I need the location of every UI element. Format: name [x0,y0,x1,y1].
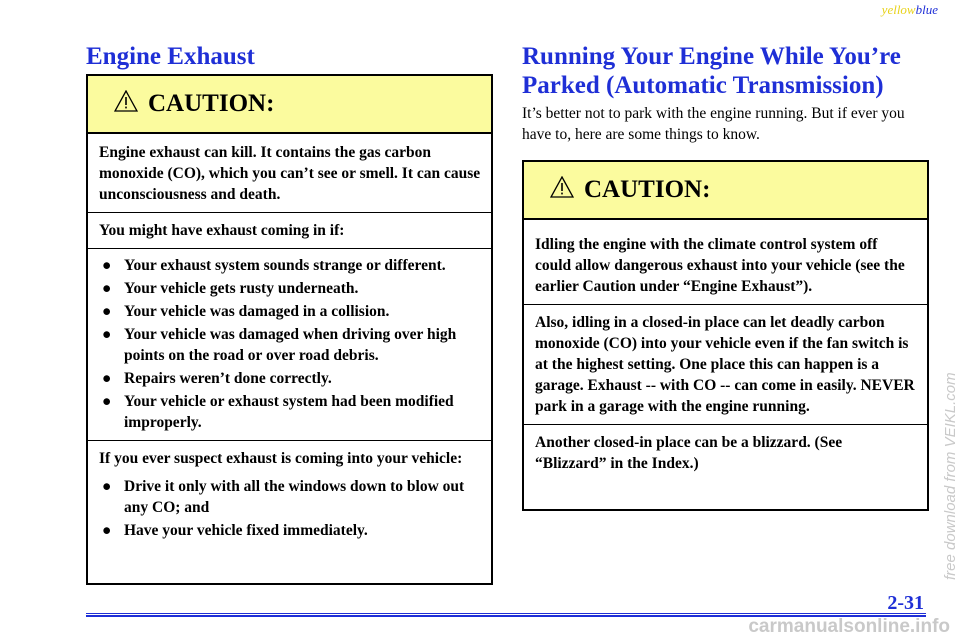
caution-paragraph: You might have exhaust coming in if: [99,222,345,239]
list-item-text: Your vehicle was damaged when driving over high points on the road or over road debris. [124,326,457,364]
caution-box-engine-exhaust [86,74,493,585]
list-item-text: Your exhaust system sounds strange or different. [124,257,446,274]
divider [88,248,491,249]
caution-header [88,76,491,134]
caution-paragraph: Also, idling in a closed-in place can let deadly carbon monoxide (CO) into your vehicle even if the fan switch is at the highest setting. One place this can happen is a garage. Exhaust -- with CO -- can come in easily. NEVER park in a garage with the engine running. [535,314,915,415]
bullet-icon: ● [102,370,112,387]
bullet-icon: ● [102,478,112,495]
section-title-running-engine-parked: Running Your Engine While You’re Parked (Automatic Transmission) [522,43,901,99]
watermark-veikl: free download from VEIKL.com [942,372,959,580]
list-item-text: Drive it only with all the windows down to blow out any CO; and [124,478,465,516]
list-item-text: Repairs weren’t done correctly. [124,370,332,387]
watermark-carmanualsonline: carmanualsonline.info [748,616,950,637]
list-item [99,278,481,299]
list-item [99,255,481,276]
warning-triangle-icon [114,90,138,112]
color-tag-blue: blue [915,2,938,17]
bullet-icon: ● [102,393,112,410]
warning-triangle-icon [550,176,574,198]
bullet-icon: ● [102,522,112,539]
caution-label: CAUTION: [148,90,275,117]
list-item-text: Your vehicle gets rusty underneath. [124,280,359,297]
color-tag [882,2,938,18]
list-item-text: Your vehicle was damaged in a collision. [124,303,390,320]
bullet-icon: ● [102,280,112,297]
caution-paragraph: If you ever suspect exhaust is coming into your vehicle: [99,450,463,467]
list-item [99,391,481,433]
bullet-icon: ● [102,257,112,274]
footer-rule [86,613,926,614]
list-item [99,476,481,518]
caution-label: CAUTION: [584,176,711,203]
list-item [99,301,481,322]
list-item-text: Have your vehicle fixed immediately. [124,522,368,539]
divider [88,212,491,213]
caution-body [88,134,491,541]
caution-paragraph: Engine exhaust can kill. It contains the gas carbon monoxide (CO), which you can’t see or smell. It can cause unconsciousness and death. [99,144,481,203]
caution-header [524,162,927,220]
divider [524,304,927,305]
divider [524,424,927,425]
list-item [99,368,481,389]
caution-paragraph: Idling the engine with the climate control system off could allow dangerous exhaust into your vehicle (see the earlier Caution under “Engine Exhaust”). [535,236,905,295]
bullet-icon: ● [102,326,112,343]
section-title-engine-exhaust: Engine Exhaust [86,43,255,70]
list-item [99,324,481,366]
page-number: 2-31 [887,592,924,614]
divider [88,440,491,441]
bullet-icon: ● [102,303,112,320]
bullet-list-exhaust-signs [99,255,481,433]
caution-paragraph: Another closed-in place can be a blizzard. (See “Blizzard” in the Index.) [535,434,843,472]
list-item [99,520,481,541]
intro-paragraph: It’s better not to park with the engine running. But if ever you have to, here are some things to know. [522,105,905,143]
caution-body [524,220,927,474]
list-item-text: Your vehicle or exhaust system had been modified improperly. [124,393,454,431]
bullet-list-actions [99,476,481,541]
color-tag-yellow: yellow [881,2,916,17]
caution-box-idling [522,160,929,511]
